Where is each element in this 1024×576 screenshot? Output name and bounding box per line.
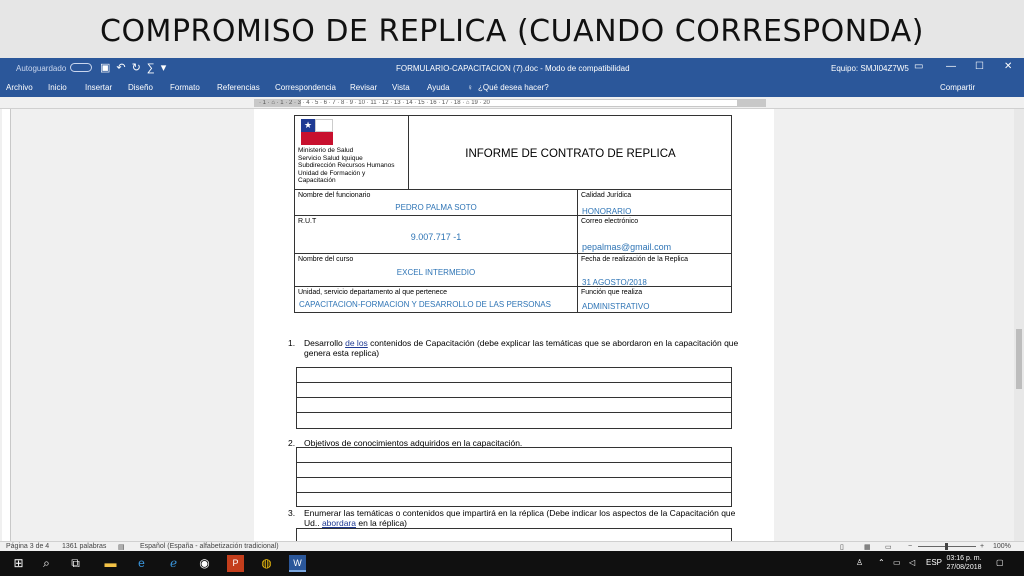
title-cell — [409, 116, 732, 190]
tab-vista[interactable]: Vista — [392, 83, 410, 92]
question-text: Enumerar las temáticas o contenidos que impartirá en la réplica (Debe indicar los aspectos de la Capacitación que Ud.. abordara en la réplica) — [304, 508, 736, 528]
scrollbar-thumb[interactable] — [1016, 329, 1022, 389]
tell-me-search[interactable]: ¿Qué desea hacer? — [478, 83, 549, 92]
tab-revisar[interactable]: Revisar — [350, 83, 378, 92]
status-bar — [0, 541, 1024, 551]
rut-cell[interactable] — [295, 216, 578, 254]
curso-cell[interactable] — [295, 254, 578, 287]
answer-row[interactable] — [297, 463, 731, 478]
horizontal-ruler[interactable] — [254, 99, 766, 107]
fecha-value: 31 AGOSTO/2018 — [582, 278, 647, 287]
fecha-label: Fecha de realización de la Replica — [581, 256, 689, 263]
task-view-icon[interactable]: ⧉ — [71, 556, 80, 570]
answer-row[interactable] — [297, 493, 731, 508]
chrome-icon[interactable]: ◍ — [261, 556, 272, 570]
question-number: 3. — [288, 508, 296, 518]
spelling-flag[interactable]: de los — [345, 338, 368, 348]
unidad-value: CAPACITACION-FORMACION Y DESARROLLO DE LAS PERSONAS — [299, 300, 551, 309]
search-icon[interactable]: ⌕ — [43, 556, 50, 570]
rut-value: 9.007.717 -1 — [410, 232, 462, 242]
tab-referencias[interactable]: Referencias — [217, 83, 260, 92]
calidad-cell[interactable] — [578, 190, 732, 216]
word-icon[interactable]: W — [289, 555, 306, 572]
unidad-cell[interactable] — [295, 287, 578, 313]
people-icon[interactable]: ♙ — [856, 558, 864, 567]
ruler-right-margin — [737, 100, 765, 107]
word-title-bar — [0, 58, 1024, 78]
document-page[interactable] — [254, 109, 774, 541]
system-clock[interactable] — [944, 554, 984, 572]
read-mode-icon[interactable]: ▯ — [840, 544, 844, 551]
groove-icon[interactable]: ◉ — [199, 556, 210, 570]
curso-value: EXCEL INTERMEDIO — [396, 268, 476, 277]
question-number: 1. — [288, 338, 296, 348]
funcion-label: Función que realiza — [581, 289, 643, 296]
zoom-in-button[interactable]: + — [980, 543, 985, 550]
answer-grid-3[interactable] — [296, 528, 732, 541]
windows-icon[interactable]: ⊞ — [13, 556, 24, 570]
clock-time: 03:16 p. m. — [946, 555, 982, 562]
tab-ayuda[interactable]: Ayuda — [427, 83, 450, 92]
funcion-cell[interactable] — [578, 287, 732, 313]
undo-icon[interactable]: ↶ — [116, 62, 132, 74]
powerpoint-icon[interactable]: P — [227, 555, 244, 572]
ruler-ticks: · 1 · ⌂ · 1 · 2 · 3 · 4 · 5 · 6 · 7 · 8 · 9 · 10 · 11 · 12 · 13 · 14 · 15 · 16 · 17 · 18 · ⌂ 19 · 20 — [259, 100, 490, 106]
input-language[interactable]: ESP — [926, 558, 943, 567]
zoom-out-button[interactable]: − — [908, 543, 913, 550]
calidad-label: Calidad Jurídica — [581, 192, 632, 199]
correo-cell[interactable] — [578, 216, 732, 254]
answer-row[interactable] — [297, 448, 731, 463]
funcion-value: ADMINISTRATIVO — [582, 302, 650, 311]
slide-title: COMPROMISO DE REPLICA (CUANDO CORRESPONDA) — [100, 14, 924, 49]
file-explorer-icon[interactable]: ▬ — [104, 556, 117, 570]
network-icon[interactable]: ▭ — [893, 558, 901, 567]
share-button[interactable]: Compartir — [940, 83, 976, 92]
clock-date: 27/08/2018 — [946, 564, 982, 571]
correo-value: pepalmas@gmail.com — [582, 242, 672, 252]
edge-icon[interactable]: e — [138, 556, 145, 570]
maximize-icon[interactable]: ☐ — [975, 61, 984, 72]
autosave-label: Autoguardado — [16, 64, 67, 73]
rut-label: R.U.T — [298, 218, 317, 225]
document-canvas — [0, 109, 1024, 541]
ruler-bar — [0, 97, 1024, 109]
minimize-icon[interactable]: — — [946, 61, 956, 72]
page-indicator[interactable]: Página 3 de 4 — [6, 543, 50, 550]
tab-diseno[interactable]: Diseño — [128, 83, 153, 92]
lightbulb-icon: ♀ — [467, 83, 473, 92]
question-text: Objetivos de conocimientos adquiridos en la capacitación. — [304, 438, 523, 448]
unidad-label: Unidad, servicio departamento al que pertenece — [298, 289, 448, 296]
zoom-slider-thumb[interactable] — [945, 543, 948, 550]
fecha-cell[interactable] — [578, 254, 732, 287]
document-title: FORMULARIO-CAPACITACION (7).doc - Modo de compatibilidad — [396, 64, 630, 73]
quick-access-toolbar — [100, 61, 172, 74]
tab-archivo[interactable]: Archivo — [6, 83, 33, 92]
word-count[interactable]: 1361 palabras — [62, 543, 107, 550]
tab-insertar[interactable]: Insertar — [85, 83, 113, 92]
autosave-toggle[interactable] — [70, 63, 92, 72]
ribbon-display-icon[interactable]: ▭ — [914, 61, 924, 72]
tab-correspondencia[interactable]: Correspondencia — [275, 83, 336, 92]
answer-row[interactable] — [297, 478, 731, 493]
volume-icon[interactable]: ◁ — [909, 558, 916, 567]
answer-row[interactable] — [297, 413, 731, 428]
touch-mode-icon[interactable]: ∑ — [146, 62, 161, 74]
ie-icon[interactable]: ℯ — [169, 556, 178, 570]
logo-cell — [295, 116, 409, 190]
spelling-flag[interactable]: abordara — [321, 518, 356, 528]
web-layout-icon[interactable]: ▭ — [885, 544, 892, 551]
vertical-ruler[interactable] — [2, 109, 11, 541]
close-icon[interactable]: ✕ — [1004, 61, 1013, 72]
zoom-level[interactable]: 100% — [993, 543, 1011, 550]
calidad-value: HONORARIO — [582, 207, 632, 216]
answer-row[interactable] — [297, 383, 731, 398]
funcionario-label: Nombre del funcionario — [298, 192, 371, 199]
report-header-table — [294, 115, 732, 313]
customize-qat-icon[interactable]: ▾ — [160, 62, 173, 74]
redo-icon[interactable]: ↻ — [131, 62, 147, 74]
answer-grid-2[interactable] — [296, 447, 732, 507]
answer-grid-1[interactable] — [296, 367, 732, 429]
print-layout-icon[interactable]: ▦ — [864, 544, 871, 551]
answer-row[interactable] — [297, 368, 731, 383]
save-icon[interactable]: ▣ — [100, 62, 117, 74]
windows-taskbar — [0, 551, 1024, 576]
funcionario-cell[interactable] — [295, 190, 578, 216]
answer-row[interactable] — [297, 529, 731, 541]
answer-row[interactable] — [297, 398, 731, 413]
ministry-text: Ministerio de Salud Servicio Salud Iquique Subdirección Recursos Humanos Unidad de Formación y Capacitación — [298, 147, 395, 184]
account-name[interactable]: Equipo: SMJI04Z7W5 — [831, 64, 909, 73]
ribbon-tabs — [0, 78, 1024, 97]
tab-formato[interactable]: Formato — [170, 83, 200, 92]
funcionario-value: PEDRO PALMA SOTO — [395, 203, 477, 212]
language-indicator[interactable]: Español (España - alfabetización tradicional) — [140, 543, 279, 550]
question-number: 2. — [288, 438, 296, 448]
proofing-icon[interactable]: ▤ — [118, 544, 125, 551]
tab-inicio[interactable]: Inicio — [48, 83, 67, 92]
vertical-scrollbar[interactable] — [1014, 109, 1024, 541]
report-title: INFORME DE CONTRATO DE REPLICA — [465, 148, 676, 160]
curso-label: Nombre del curso — [298, 256, 354, 263]
notification-chevron-icon[interactable]: ⌃ — [878, 558, 885, 567]
question-text: Desarrollo de los contenidos de Capacitación (debe explicar las temáticas que se abordaron en la capacitación que genera esta replica) — [304, 338, 739, 358]
ministry-logo: ★ — [301, 119, 333, 145]
action-center-icon[interactable]: ▢ — [996, 558, 1004, 567]
correo-label: Correo electrónico — [581, 218, 639, 225]
